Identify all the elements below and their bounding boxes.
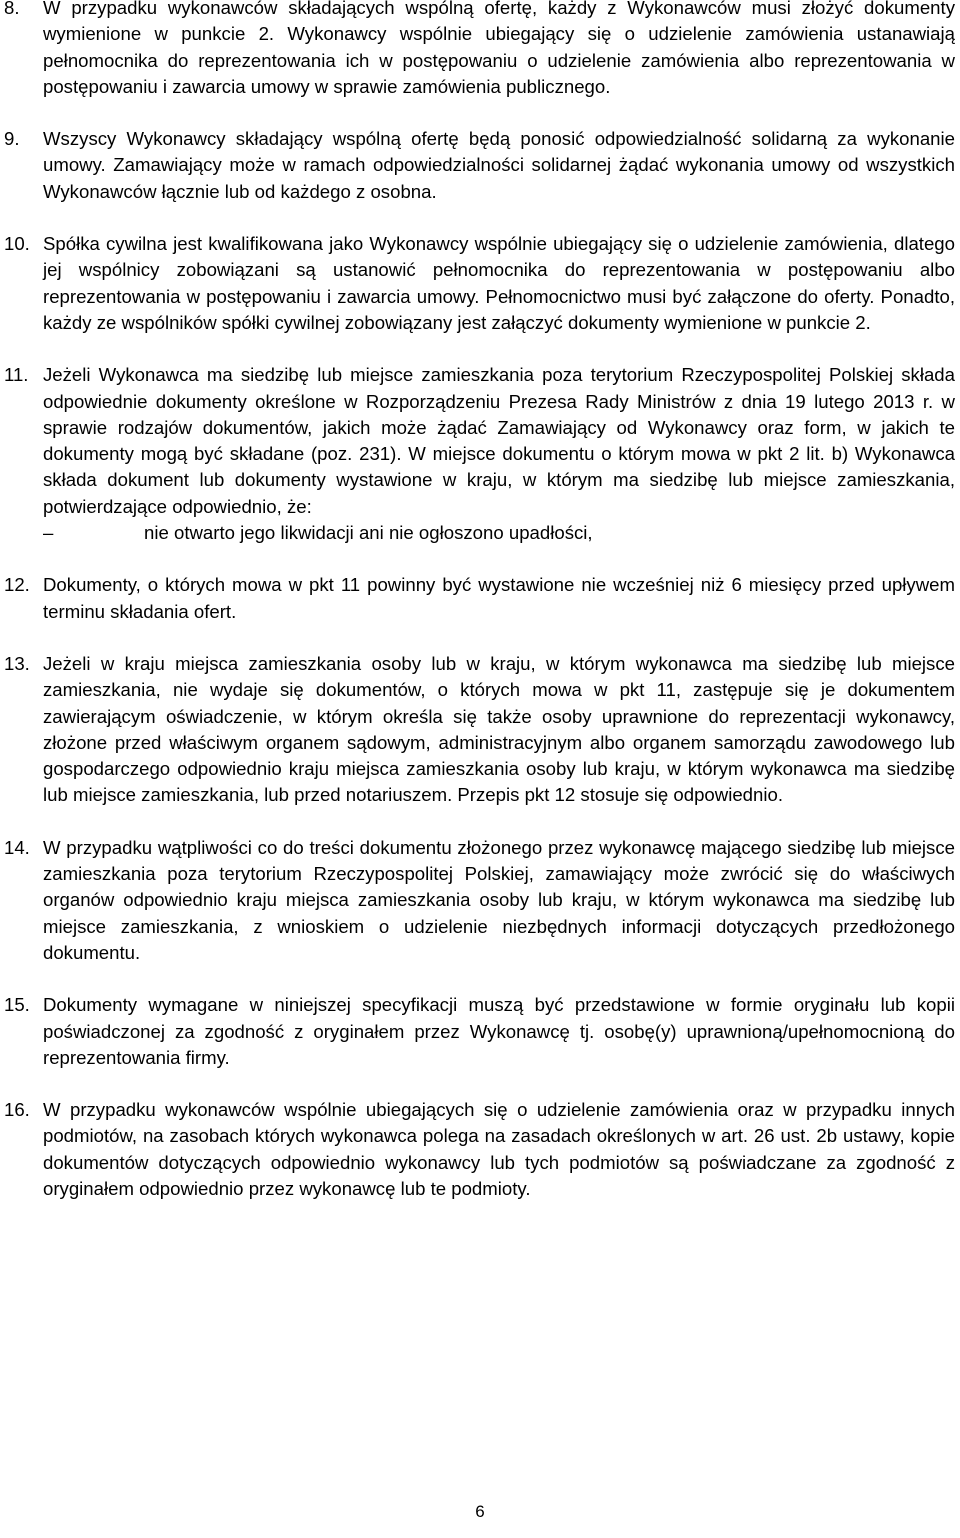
list-item-14 — [4, 835, 955, 966]
list-item-11 — [4, 362, 955, 546]
item-number: 9. — [4, 128, 20, 150]
list-item-9 — [4, 126, 955, 205]
item-number: 11. — [4, 364, 29, 386]
item-text: Dokumenty, o których mowa w pkt 11 powinny być wystawione nie wcześniej niż 6 miesięcy przed upływem terminu składania ofert. — [43, 574, 955, 622]
item-text: Jeżeli Wykonawca ma siedzibę lub miejsce zamieszkania poza terytorium Rzeczypospolitej Polskiej składa odpowiednie dokumenty określone w Rozporządzeniu Prezesa Rady Ministrów z dnia 19 lutego 2013 r. w sprawie rodzajów dokumentów, jakich może żądać Zamawiający od Wykonawcy oraz form, w jakich te dokumenty mogą być składane (poz. 231). W miejsce dokumentu o którym mowa w pkt 2 lit. b) Wykonawca składa dokument lub dokumenty wystawione w kraju, w którym ma siedzibę lub miejsce zamieszkania, potwierdzające odpowiednio, że: — [43, 364, 955, 517]
item-number: 13. — [4, 652, 30, 674]
item-body — [43, 362, 955, 546]
item-number: 8. — [4, 0, 20, 18]
list-item-12 — [4, 572, 955, 625]
item-number: 10. — [4, 233, 30, 255]
list-item-16 — [4, 1097, 955, 1202]
item-text: W przypadku wykonawców wspólnie ubiegających się o udzielenie zamówienia oraz w przypadku innych podmiotów, na zasobach których wykonawca polega na zasadach określonych w art. 26 ust. 2b ustawy, kopie dokumentów dotyczących odpowiednio wykonawcy lub tych podmiotów są poświadczane za zgodność z oryginałem odpowiednio przez wykonawcę lub te podmioty. — [43, 1099, 955, 1199]
list-item-15 — [4, 992, 955, 1071]
list-item-13 — [4, 651, 955, 809]
list-item-8 — [4, 0, 955, 100]
list-item-10 — [4, 231, 955, 336]
item-number: 12. — [4, 574, 30, 596]
item-text: W przypadku wątpliwości co do treści dokumentu złożonego przez wykonawcę mającego siedzibę lub miejsce zamieszkania poza terytorium Rzeczypospolitej Polskiej, zamawiający może zwrócić się do właściwych organów odpowiednio kraju miejsca zamieszkania osoby lub kraju, w którym wykonawca ma siedzibę lub miejsce zamieszkania, z wnioskiem o udzielenie niezbędnych informacji dotyczących przedłożonego dokumentu. — [43, 836, 955, 963]
item-text: Dokumenty wymagane w niniejszej specyfikacji muszą być przedstawione w formie oryginału lub kopii poświadczonej za zgodność z oryginałem przez Wykonawcę tj. osobę(y) uprawnioną/upełnomocnioną do reprezentowania firmy. — [43, 994, 955, 1068]
dash-marker: – — [43, 522, 54, 544]
numbered-list — [4, 0, 955, 1228]
item-number: 15. — [4, 994, 30, 1016]
dash-item-text: nie otwarto jego likwidacji ani nie ogłoszono upadłości, — [144, 522, 593, 544]
item-text: W przypadku wykonawców składających wspólną ofertę, każdy z Wykonawców musi złożyć dokumenty wymienione w punkcie 2. Wykonawcy wspólnie ubiegający się o udzielenie zamówienia ustanawiają pełnomocnika do reprezentowania ich w postępowaniu o udzielenie zamówienia albo reprezentowania w postępowaniu i zawarcia umowy w sprawie zamówienia publicznego. — [43, 0, 955, 97]
dash-list-item — [4, 520, 955, 546]
item-text: Spółka cywilna jest kwalifikowana jako Wykonawcy wspólnie ubiegający się o udzielenie zamówienia, dlatego jej wspólnicy zobowiązani są ustanowić pełnomocnika do reprezentowania w postępowaniu albo reprezentowania w postępowaniu i zawarcia umowy. Pełnomocnictwo musi być załączone do oferty. Ponadto, każdy ze wspólników spółki cywilnej zobowiązany jest załączyć dokumenty wymienione w punkcie 2. — [43, 233, 955, 333]
item-number: 14. — [4, 836, 30, 858]
page-number: 6 — [475, 1502, 485, 1521]
item-text: Jeżeli w kraju miejsca zamieszkania osoby lub w kraju, w którym wykonawca ma siedzibę lub miejsce zamieszkania, nie wydaje się dokumentów, o których mowa w pkt 11, zastępuje się je dokumentem zawierającym oświadczenie, w którym określa się także osoby uprawnione do reprezentacji wykonawcy, złożone przed właściwym organem sądowym, administracyjnym albo organem samorządu zawodowego lub gospodarczego odpowiednio kraju miejsca zamieszkania osoby lub kraju, w którym wykonawca ma siedzibę lub miejsce zamieszkania, lub przed notariuszem. Przepis pkt 12 stosuje się odpowiednio. — [43, 652, 955, 806]
item-number: 16. — [4, 1099, 30, 1121]
item-text: Wszyscy Wykonawcy składający wspólną ofertę będą ponosić odpowiedzialność solidarną za wykonanie umowy. Zamawiający może w ramach odpowiedzialności solidarnej żądać wykonania umowy od wszystkich Wykonawców łącznie lub od każdego z osobna. — [43, 128, 955, 202]
